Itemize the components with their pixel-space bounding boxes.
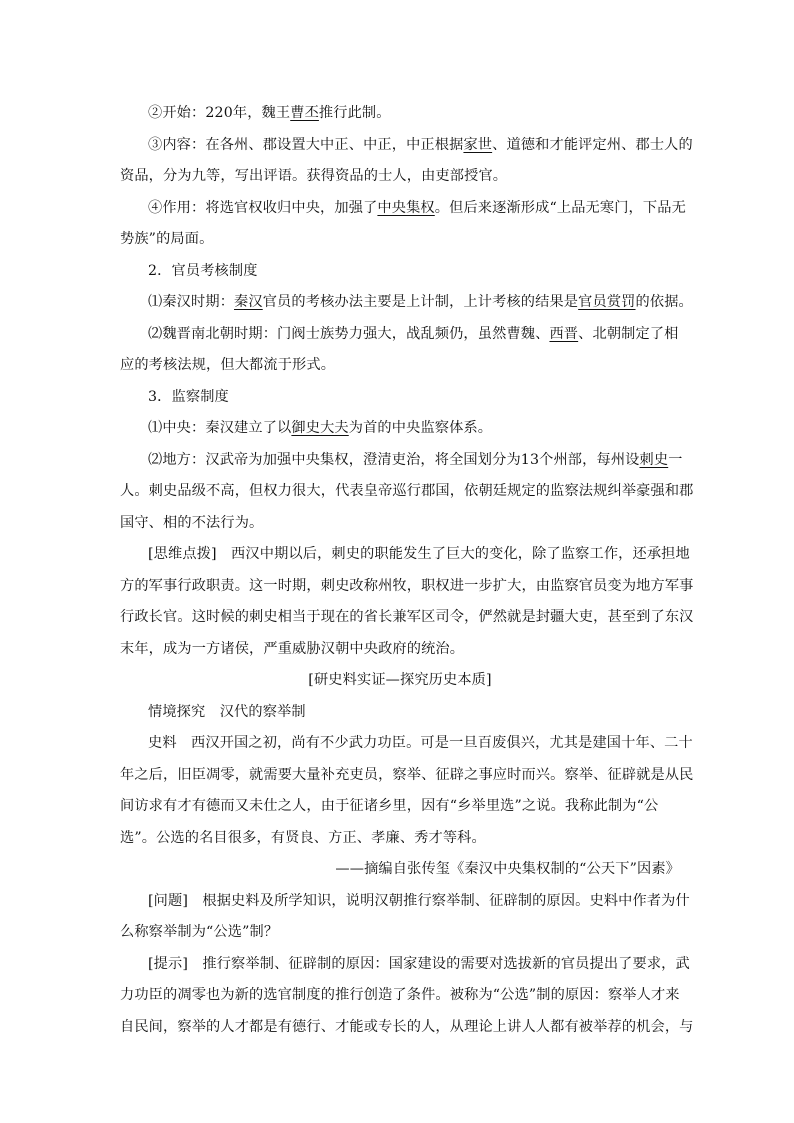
text-segment: 情境探究 汉代的察举制: [148, 703, 306, 720]
underlined-term: 官员赏罚: [578, 294, 636, 310]
text-segment: 、道德和才能评定州、郡士人的: [492, 136, 693, 153]
text-segment: ③内容：在各州、郡设置大中正、中正，中正根据: [148, 136, 464, 153]
text-segment: [问题] 根据史料及所学知识，说明汉朝推行察举制、征辟制的原因。史料中作者为什: [148, 892, 690, 909]
text-segment: 间访求有才有德而又未仕之人，由于征诸乡里，因有“乡举里选”之说。我称此制为“公: [120, 798, 659, 814]
text-line: [120, 508, 680, 540]
text-segment: 选”。公选的名目很多，有贤良、方正、孝廉、秀才等科。: [120, 829, 486, 846]
text-line: [120, 319, 680, 351]
text-line: [120, 224, 680, 256]
text-segment: 官员的考核办法主要是上计制，上计考核的结果是: [262, 294, 579, 310]
text-line: [120, 854, 680, 886]
text-segment: 推行此制。: [318, 105, 391, 121]
text-line: [120, 1012, 694, 1044]
underlined-term: 家世: [463, 136, 493, 153]
text-segment: 。但后来逐渐形成“上品无寒门，下品无: [434, 199, 686, 216]
text-line: [120, 949, 690, 981]
text-segment: ——摘编自张传玺《秦汉中央集权制的“公天下”因素》: [335, 861, 680, 877]
document-body: [120, 98, 694, 1043]
text-line: [120, 193, 686, 225]
text-segment: [研史料实证—探究历史本质]: [308, 672, 492, 688]
text-line: [120, 382, 680, 414]
text-segment: ⑵地方：汉武帝为加强中央集权，澄清吏治，将全国划分为13个州部，每州设: [148, 451, 640, 468]
text-segment: 势族”的局面。: [120, 231, 214, 247]
text-segment: ⑴秦汉时期：: [148, 294, 235, 310]
text-line: [120, 917, 680, 949]
text-line: [120, 539, 690, 571]
text-line: [120, 697, 680, 729]
text-segment: 力功臣的凋零也为新的选官制度的推行创造了条件。被称为“公选”制的原因：察举人才来: [120, 987, 680, 1003]
text-segment: 人。刺史品级不高，但权力很大，代表皇帝巡行郡国，依朝廷规定的监察法规纠举豪强和郡: [120, 483, 694, 499]
text-line: [120, 602, 694, 634]
text-segment: 方的军事行政职责。这一时期，刺史改称州牧，职权进一步扩大，由监察官员变为地方军事: [120, 577, 694, 594]
text-line: [120, 161, 680, 193]
text-segment: 应的考核法规，但大都流于形式。: [120, 357, 336, 373]
underlined-term: 西晋: [549, 325, 579, 342]
underlined-term: 刺史: [639, 451, 669, 468]
text-line: [120, 791, 680, 823]
text-segment: 行政长官。这时候的刺史相当于现在的省长兼军区司令，俨然就是封疆大吏，甚至到了东汉: [120, 609, 694, 625]
underlined-term: 秦汉: [234, 294, 263, 310]
underlined-term: 御史大夫: [291, 420, 349, 436]
text-segment: 自民间，察举的人才都是有德行、才能或专长的人，从理论上讲人人都有被举荐的机会，与: [120, 1018, 694, 1035]
text-line: [120, 665, 680, 697]
text-segment: 一: [668, 451, 683, 468]
text-line: [120, 287, 693, 319]
text-line: [120, 476, 694, 508]
text-line: [120, 445, 683, 477]
text-segment: 2．官员考核制度: [148, 262, 258, 279]
text-segment: 年之后，旧臣凋零，就需要大量补充吏员，察举、征辟之事应时而兴。察举、征辟就是从民: [120, 766, 694, 783]
text-segment: 为首的中央监察体系。: [348, 420, 493, 436]
text-segment: ④作用：将选官权收归中央，加强了: [148, 199, 378, 216]
text-segment: 3．监察制度: [148, 388, 229, 405]
text-line: [120, 728, 693, 760]
text-segment: 的依据。: [635, 294, 693, 310]
text-segment: [提示] 推行察举制、征辟制的原因：国家建设的需要对选拔新的官员提出了要求，武: [148, 955, 690, 972]
text-segment: 国守、相的不法行为。: [120, 514, 264, 531]
underlined-term: 中央集权: [377, 199, 435, 216]
text-segment: ②开始：220年，魏王: [148, 105, 291, 121]
text-line: [120, 980, 680, 1012]
text-segment: 、北朝制定了相: [578, 325, 679, 342]
text-line: [120, 760, 694, 792]
text-line: [120, 823, 680, 855]
text-line: [120, 130, 693, 162]
text-line: [120, 634, 680, 666]
text-segment: 末年，成为一方诸侯，严重威胁汉朝中央政府的统治。: [120, 640, 465, 657]
text-line: [120, 350, 680, 382]
text-segment: 史料 西汉开国之初，尚有不少武力功臣。可是一旦百废俱兴，尤其是建国十年、二十: [148, 735, 693, 751]
text-segment: ⑴中央：秦汉建立了以: [148, 420, 292, 436]
underlined-term: 曹丕: [290, 105, 319, 121]
text-line: [120, 886, 690, 918]
text-line: [120, 413, 680, 445]
text-line: [120, 98, 680, 130]
text-line: [120, 571, 694, 603]
text-segment: 资品，分为九等，写出评语。获得资品的士人，由吏部授官。: [120, 168, 508, 184]
text-segment: 么称察举制为“公选”制？: [120, 924, 279, 940]
text-segment: [思维点拨] 西汉中期以后，刺史的职能发生了巨大的变化，除了监察工作，还承担地: [148, 546, 690, 562]
text-line: [120, 256, 680, 288]
text-segment: ⑵魏晋南北朝时期：门阀士族势力强大，战乱频仍，虽然曹魏、: [148, 325, 550, 342]
